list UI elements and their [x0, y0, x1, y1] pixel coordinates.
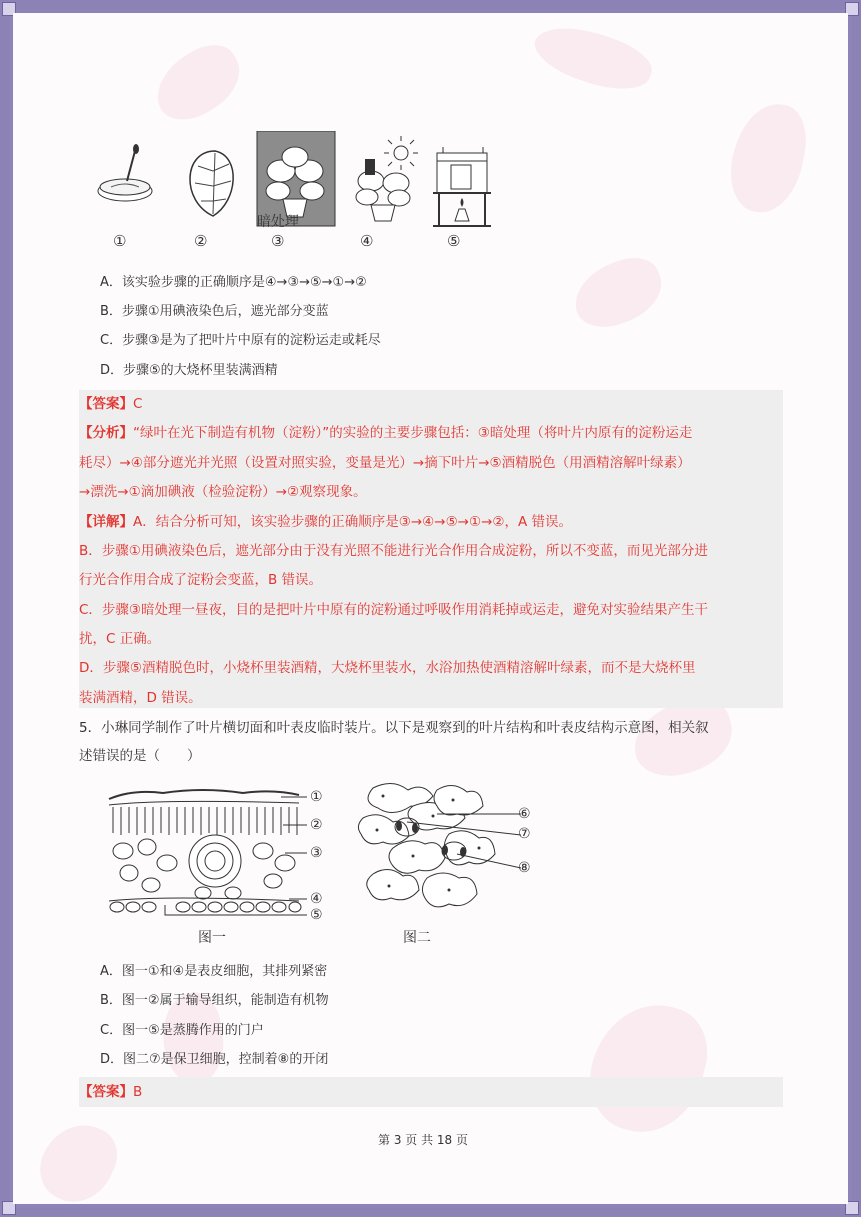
page-number: 第 3 页 共 18 页 [378, 1133, 468, 1147]
fig1-label: ① [310, 789, 323, 805]
document-page [13, 13, 848, 1204]
analysis-line: 耗尽）→④部分遮光并光照（设置对照实验，变量是光）→摘下叶片→⑤酒精脱色（用酒精溶解叶绿素） [79, 455, 691, 471]
leaf-cross-section-figure [103, 781, 343, 931]
dark-treatment-label: 暗处理 [257, 214, 299, 230]
detail-line: 【详解】A．结合分析可知，该实验步骤的正确顺序是③→④→⑤→①→②，A 错误。 [79, 514, 573, 530]
fig2-label: ⑦ [518, 826, 531, 842]
step-label: ① [113, 232, 127, 250]
option-d: D．步骤⑤的大烧杯里装满酒精 [100, 363, 278, 378]
petal-decoration [578, 991, 718, 1145]
fig2-label: ⑧ [518, 860, 531, 876]
step-label: ② [194, 232, 208, 250]
fig1-label: ④ [310, 891, 323, 907]
detail-line: D．步骤⑤酒精脱色时，小烧杯里装酒精，大烧杯里装水，水浴加热使酒精溶解叶绿素，而不是大烧杯里 [79, 660, 696, 676]
option-a: A．图一①和④是表皮细胞，其排列紧密 [100, 964, 328, 979]
fig1-caption: 图一 [198, 930, 226, 946]
option-c: C．图一⑤是蒸腾作用的门户 [100, 1023, 264, 1038]
petal-decoration [144, 35, 252, 132]
step-label: ④ [360, 232, 374, 250]
sunlit-plant-icon [356, 136, 418, 221]
answer-value: B [133, 1084, 143, 1100]
answer-line [79, 1082, 142, 1102]
detail-line: 行光合作用合成了淀粉会变蓝，B 错误。 [79, 572, 323, 588]
answer-line [79, 394, 142, 414]
petal-decoration [29, 1112, 126, 1204]
answer-label: 【答案】 [79, 1084, 133, 1100]
fig2-label: ⑥ [518, 806, 531, 822]
fig2-caption: 图二 [403, 930, 431, 946]
fig1-label: ③ [310, 845, 323, 861]
detail-label: 【详解】 [79, 514, 133, 530]
petal-decoration [565, 249, 670, 336]
fig1-label: ② [310, 817, 323, 833]
option-c: C．步骤③是为了把叶片中原有的淀粉运走或耗尽 [100, 333, 381, 348]
answer-label: 【答案】 [79, 396, 133, 412]
petal-decoration [724, 98, 812, 218]
petri-dish-icon [98, 144, 152, 201]
answer-value: C [133, 396, 143, 412]
leaf-icon [190, 151, 233, 216]
question-stem: 5．小琳同学制作了叶片横切面和叶表皮临时装片。以下是观察到的叶片结构和叶表皮结构示意图，相关叙 [79, 720, 709, 736]
leaf-epidermis-figure [353, 778, 533, 923]
option-a: A．该实验步骤的正确顺序是④→③→⑤→①→② [100, 275, 367, 290]
fig1-label: ⑤ [310, 907, 323, 923]
detail-line: C．步骤③暗处理一昼夜，目的是把叶片中原有的淀粉通过呼吸作用消耗掉或运走，避免对实验结果产生干 [79, 602, 709, 618]
option-d: D．图二⑦是保卫细胞，控制着⑧的开闭 [100, 1052, 329, 1067]
petal-decoration [528, 14, 658, 102]
question-stem: 述错误的是（ ） [79, 748, 201, 764]
step-label: ③ [271, 232, 285, 250]
detail-line: B．步骤①用碘液染色后，遮光部分由于没有光照不能进行光合作用合成淀粉，所以不变蓝，而见光部分进 [79, 543, 708, 559]
step-label: ⑤ [447, 232, 461, 250]
analysis-line: →漂洗→①滴加碘液（检验淀粉）→②观察现象。 [79, 484, 367, 500]
option-b: B．图一②属于输导组织，能制造有机物 [100, 993, 329, 1008]
detail-line: 扰，C 正确。 [79, 631, 161, 647]
option-b: B．步骤①用碘液染色后，遮光部分变蓝 [100, 304, 329, 319]
answer-block [79, 1077, 783, 1107]
water-bath-icon [433, 147, 491, 226]
detail-line: 装满酒精，D 错误。 [79, 690, 202, 706]
experiment-steps-figure [83, 131, 503, 256]
analysis-label: 【分析】 [79, 425, 133, 441]
analysis-line: 【分析】“绿叶在光下制造有机物（淀粉）”的实验的主要步骤包括：③暗处理（将叶片内原有的淀粉运走 [79, 425, 693, 441]
